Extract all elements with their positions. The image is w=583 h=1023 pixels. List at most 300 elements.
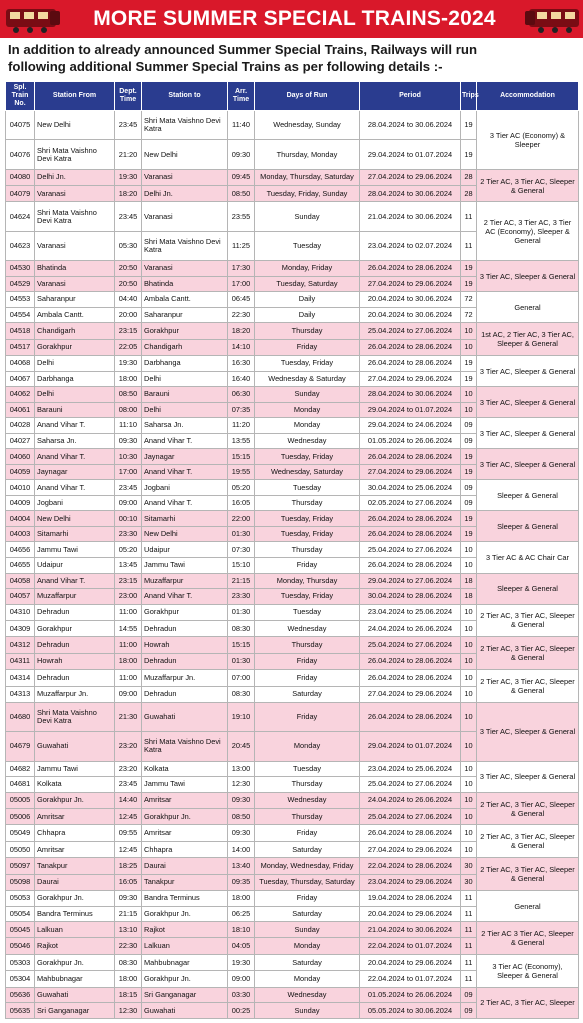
departure-time: 11:00 (115, 637, 142, 653)
train-number: 05050 (6, 841, 35, 857)
station-to: Shri Mata Vaishno Devi Katra (142, 732, 228, 761)
table-row (6, 637, 579, 653)
days-of-run: Wednesday (255, 987, 360, 1003)
station-from: Delhi Jn. (35, 169, 115, 185)
table-row (6, 702, 579, 731)
train-number: 04059 (6, 464, 35, 480)
departure-time: 05:30 (115, 231, 142, 260)
accommodation: 2 Tier AC, 3 Tier AC, Sleeper & General (477, 670, 579, 703)
accommodation: Sleeper & General (477, 480, 579, 511)
trips: 19 (461, 356, 477, 372)
days-of-run: Thursday (255, 495, 360, 511)
days-of-run: Monday (255, 732, 360, 761)
days-of-run: Wednesday (255, 433, 360, 449)
arrival-time: 16:40 (228, 371, 255, 387)
table-row (6, 418, 579, 434)
arrival-time: 17:00 (228, 276, 255, 292)
days-of-run: Tuesday, Friday (255, 356, 360, 372)
station-to: Dehradun (142, 686, 228, 702)
days-of-run: Monday, Thursday, Saturday (255, 169, 360, 185)
days-of-run: Thursday, Monday (255, 140, 360, 169)
period: 26.04.2024 to 28.06.2024 (360, 670, 461, 686)
arrival-time: 22:30 (228, 307, 255, 323)
period: 21.04.2024 to 30.06.2024 (360, 202, 461, 231)
period: 26.04.2024 to 28.06.2024 (360, 557, 461, 573)
station-to: Delhi Jn. (142, 186, 228, 202)
period: 26.04.2024 to 28.06.2024 (360, 825, 461, 841)
train-number: 04060 (6, 449, 35, 465)
departure-time: 09:30 (115, 891, 142, 907)
station-to: Anand Vihar T. (142, 464, 228, 480)
station-to: Tanakpur (142, 874, 228, 890)
arrival-time: 18:20 (228, 323, 255, 339)
departure-time: 18:15 (115, 987, 142, 1003)
station-from: Dehradun (35, 670, 115, 686)
trips: 10 (461, 809, 477, 825)
arrival-time: 09:30 (228, 825, 255, 841)
station-from: Bandra Terminus (35, 906, 115, 922)
train-number: 05304 (6, 971, 35, 987)
station-from: Shri Mata Vaishno Devi Katra (35, 702, 115, 731)
train-number: 04068 (6, 356, 35, 372)
table-body (6, 111, 579, 1019)
period: 26.04.2024 to 28.06.2024 (360, 511, 461, 527)
period: 29.04.2024 to 01.07.2024 (360, 732, 461, 761)
arrival-time: 09:30 (228, 140, 255, 169)
days-of-run: Sunday (255, 922, 360, 938)
station-to: Anand Vihar T. (142, 589, 228, 605)
station-from: Gorakhpur Jn. (35, 792, 115, 808)
station-from: Gorakhpur Jn. (35, 891, 115, 907)
station-from: Tanakpur (35, 858, 115, 874)
departure-time: 14:55 (115, 620, 142, 636)
trains-table (5, 81, 579, 1019)
train-number: 05049 (6, 825, 35, 841)
arrival-time: 07:30 (228, 542, 255, 558)
table-row (6, 573, 579, 589)
period: 20.04.2024 to 29.06.2024 (360, 906, 461, 922)
train-number: 05046 (6, 938, 35, 954)
departure-time: 13:45 (115, 557, 142, 573)
arrival-time: 17:30 (228, 261, 255, 277)
trips: 10 (461, 604, 477, 620)
header-train-no: Spl. Train No. (6, 82, 35, 111)
trips: 11 (461, 971, 477, 987)
days-of-run: Tuesday, Friday (255, 511, 360, 527)
period: 25.04.2024 to 27.06.2024 (360, 323, 461, 339)
station-from: Anand Vihar T. (35, 573, 115, 589)
arrival-time: 06:30 (228, 387, 255, 403)
trips: 11 (461, 231, 477, 260)
accommodation: Sleeper & General (477, 573, 579, 604)
train-number: 04003 (6, 526, 35, 542)
arrival-time: 23:30 (228, 589, 255, 605)
train-number: 04010 (6, 480, 35, 496)
period: 21.04.2024 to 30.06.2024 (360, 922, 461, 938)
station-from: Anand Vihar T. (35, 418, 115, 434)
days-of-run: Tuesday, Friday (255, 526, 360, 542)
period: 20.04.2024 to 29.06.2024 (360, 954, 461, 970)
period: 29.04.2024 to 01.07.2024 (360, 140, 461, 169)
station-to: Jammu Tawi (142, 557, 228, 573)
departure-time: 23:00 (115, 589, 142, 605)
station-to: Bandra Terminus (142, 891, 228, 907)
train-number: 04655 (6, 557, 35, 573)
days-of-run: Tuesday (255, 231, 360, 260)
accommodation: 3 Tier AC (Economy) & Sleeper (477, 111, 579, 170)
days-of-run: Thursday (255, 323, 360, 339)
accommodation: 2 Tier AC, 3 Tier AC, Sleeper & General (477, 604, 579, 637)
trips: 19 (461, 276, 477, 292)
trips: 30 (461, 874, 477, 890)
accommodation: General (477, 292, 579, 323)
departure-time: 16:05 (115, 874, 142, 890)
period: 26.04.2024 to 28.06.2024 (360, 526, 461, 542)
accommodation: 2 Tier AC, 3 Tier AC, Sleeper & General (477, 858, 579, 891)
period: 22.04.2024 to 01.07.2024 (360, 971, 461, 987)
accommodation: 2 Tier AC, 3 Tier AC, Sleeper (477, 987, 579, 1018)
period: 22.04.2024 to 01.07.2024 (360, 938, 461, 954)
trips: 19 (461, 449, 477, 465)
trips: 09 (461, 480, 477, 496)
days-of-run: Monday (255, 402, 360, 418)
accommodation: 3 Tier AC, Sleeper & General (477, 356, 579, 387)
station-to: Lalkuan (142, 938, 228, 954)
station-from: Sitamarhi (35, 526, 115, 542)
train-number: 05054 (6, 906, 35, 922)
days-of-run: Friday (255, 653, 360, 669)
departure-time: 22:05 (115, 339, 142, 355)
trips: 19 (461, 526, 477, 542)
accommodation: 2 Tier AC, 3 Tier AC, Sleeper & General (477, 169, 579, 202)
trips: 30 (461, 858, 477, 874)
trips: 09 (461, 495, 477, 511)
table-row (6, 387, 579, 403)
station-to: Amritsar (142, 825, 228, 841)
station-from: Muzaffarpur Jn. (35, 686, 115, 702)
arrival-time: 13:00 (228, 761, 255, 777)
departure-time: 23:20 (115, 732, 142, 761)
station-to: Anand Vihar T. (142, 495, 228, 511)
arrival-time: 19:30 (228, 954, 255, 970)
station-to: Gorakhpur Jn. (142, 809, 228, 825)
station-to: Saharsa Jn. (142, 418, 228, 434)
station-from: Darbhanga (35, 371, 115, 387)
trips: 10 (461, 732, 477, 761)
station-to: Sri Ganganagar (142, 987, 228, 1003)
trips: 10 (461, 402, 477, 418)
header-period: Period (360, 82, 461, 111)
arrival-time: 15:15 (228, 637, 255, 653)
days-of-run: Friday (255, 339, 360, 355)
station-from: Rajkot (35, 938, 115, 954)
trips: 11 (461, 906, 477, 922)
table-row (6, 292, 579, 308)
period: 26.04.2024 to 28.06.2024 (360, 339, 461, 355)
days-of-run: Saturday (255, 906, 360, 922)
train-number: 04656 (6, 542, 35, 558)
train-number: 04061 (6, 402, 35, 418)
arrival-time: 20:45 (228, 732, 255, 761)
table-row (6, 169, 579, 185)
station-from: Chhapra (35, 825, 115, 841)
station-from: Delhi (35, 356, 115, 372)
departure-time: 08:50 (115, 387, 142, 403)
arrival-time: 03:30 (228, 987, 255, 1003)
departure-time: 18:00 (115, 653, 142, 669)
station-from: Daurai (35, 874, 115, 890)
station-to: Varanasi (142, 202, 228, 231)
table-row (6, 323, 579, 339)
station-from: Delhi (35, 387, 115, 403)
table-row (6, 511, 579, 527)
table-row (6, 670, 579, 686)
departure-time: 21:15 (115, 906, 142, 922)
arrival-time: 01:30 (228, 526, 255, 542)
trips: 10 (461, 339, 477, 355)
period: 29.04.2024 to 01.07.2024 (360, 402, 461, 418)
station-to: Darbhanga (142, 356, 228, 372)
station-from: Gorakhpur (35, 620, 115, 636)
days-of-run: Friday (255, 670, 360, 686)
arrival-time: 14:10 (228, 339, 255, 355)
departure-time: 10:30 (115, 449, 142, 465)
days-of-run: Thursday (255, 542, 360, 558)
period: 19.04.2024 to 28.06.2024 (360, 891, 461, 907)
trips: 10 (461, 620, 477, 636)
header-station-from: Station From (35, 82, 115, 111)
departure-time: 18:25 (115, 858, 142, 874)
arrival-time: 21:15 (228, 573, 255, 589)
trips: 28 (461, 186, 477, 202)
trips: 18 (461, 573, 477, 589)
period: 20.04.2024 to 30.06.2024 (360, 292, 461, 308)
station-from: Jammu Tawi (35, 542, 115, 558)
station-to: Delhi (142, 371, 228, 387)
station-from: Saharsa Jn. (35, 433, 115, 449)
days-of-run: Monday (255, 971, 360, 987)
train-number: 04313 (6, 686, 35, 702)
arrival-time: 00:25 (228, 1003, 255, 1019)
station-from: New Delhi (35, 111, 115, 140)
trips: 11 (461, 954, 477, 970)
train-number: 04067 (6, 371, 35, 387)
train-number: 04057 (6, 589, 35, 605)
train-number: 04554 (6, 307, 35, 323)
period: 25.04.2024 to 27.06.2024 (360, 777, 461, 793)
station-to: Barauni (142, 387, 228, 403)
title-banner (0, 0, 583, 38)
train-number: 04314 (6, 670, 35, 686)
days-of-run: Monday (255, 418, 360, 434)
trips: 11 (461, 938, 477, 954)
header-station-to: Station to (142, 82, 228, 111)
period: 22.04.2024 to 28.06.2024 (360, 858, 461, 874)
table-row (6, 542, 579, 558)
days-of-run: Friday (255, 702, 360, 731)
station-from: Ambala Cantt. (35, 307, 115, 323)
train-number: 05098 (6, 874, 35, 890)
train-number: 04062 (6, 387, 35, 403)
arrival-time: 16:30 (228, 356, 255, 372)
intro-text (0, 38, 583, 78)
arrival-time: 06:45 (228, 292, 255, 308)
days-of-run: Tuesday, Friday (255, 589, 360, 605)
trips: 09 (461, 433, 477, 449)
days-of-run: Saturday (255, 686, 360, 702)
table-row (6, 761, 579, 777)
departure-time: 18:00 (115, 971, 142, 987)
train-number: 04680 (6, 702, 35, 731)
departure-time: 12:30 (115, 1003, 142, 1019)
accommodation: 3 Tier AC, Sleeper & General (477, 418, 579, 449)
departure-time: 23:45 (115, 777, 142, 793)
station-from: Anand Vihar T. (35, 449, 115, 465)
days-of-run: Saturday (255, 954, 360, 970)
train-number: 04009 (6, 495, 35, 511)
station-from: New Delhi (35, 511, 115, 527)
station-to: Anand Vihar T. (142, 433, 228, 449)
days-of-run: Sunday (255, 387, 360, 403)
period: 26.04.2024 to 28.06.2024 (360, 261, 461, 277)
days-of-run: Tuesday, Thursday, Saturday (255, 874, 360, 890)
trips: 10 (461, 637, 477, 653)
departure-time: 08:30 (115, 954, 142, 970)
arrival-time: 07:35 (228, 402, 255, 418)
arrival-time: 08:50 (228, 809, 255, 825)
accommodation: General (477, 891, 579, 922)
period: 28.04.2024 to 30.06.2024 (360, 111, 461, 140)
station-to: Gorakhpur (142, 323, 228, 339)
table-row (6, 858, 579, 874)
train-number: 04079 (6, 186, 35, 202)
departure-time: 08:00 (115, 402, 142, 418)
table-header-row (6, 82, 579, 111)
locomotive-icon (4, 3, 64, 35)
arrival-time: 11:40 (228, 111, 255, 140)
departure-time: 23:15 (115, 323, 142, 339)
station-to: Howrah (142, 637, 228, 653)
departure-time: 11:10 (115, 418, 142, 434)
departure-time: 23:45 (115, 202, 142, 231)
days-of-run: Wednesday (255, 620, 360, 636)
trips: 11 (461, 922, 477, 938)
days-of-run: Thursday (255, 637, 360, 653)
trips: 19 (461, 464, 477, 480)
days-of-run: Wednesday, Saturday (255, 464, 360, 480)
accommodation: 3 Tier AC (Economy), Sleeper & General (477, 954, 579, 987)
trips: 19 (461, 511, 477, 527)
days-of-run: Tuesday, Saturday (255, 276, 360, 292)
arrival-time: 18:00 (228, 891, 255, 907)
station-from: Shri Mata Vaishno Devi Katra (35, 140, 115, 169)
train-number: 04679 (6, 732, 35, 761)
station-from: Shri Mata Vaishno Devi Katra (35, 202, 115, 231)
days-of-run: Monday, Wednesday, Friday (255, 858, 360, 874)
arrival-time: 01:30 (228, 604, 255, 620)
station-to: Gorakhpur Jn. (142, 906, 228, 922)
train-number: 05006 (6, 809, 35, 825)
period: 28.04.2024 to 30.06.2024 (360, 186, 461, 202)
station-from: Varanasi (35, 276, 115, 292)
departure-time: 05:20 (115, 542, 142, 558)
arrival-time: 09:00 (228, 971, 255, 987)
trips: 10 (461, 542, 477, 558)
locomotive-icon (521, 3, 581, 35)
station-to: Shri Mata Vaishno Devi Katra (142, 231, 228, 260)
train-number: 04028 (6, 418, 35, 434)
arrival-time: 22:00 (228, 511, 255, 527)
period: 24.04.2024 to 26.06.2024 (360, 792, 461, 808)
days-of-run: Daily (255, 292, 360, 308)
accommodation: 2 Tier AC, 3 Tier AC, Sleeper & General (477, 792, 579, 825)
accommodation: 3 Tier AC, Sleeper & General (477, 702, 579, 761)
station-from: Gorakhpur Jn. (35, 954, 115, 970)
days-of-run: Monday, Thursday (255, 573, 360, 589)
arrival-time: 19:55 (228, 464, 255, 480)
station-from: Muzaffarpur (35, 589, 115, 605)
trips: 11 (461, 891, 477, 907)
period: 24.04.2024 to 26.06.2024 (360, 620, 461, 636)
train-number: 04624 (6, 202, 35, 231)
train-number: 04080 (6, 169, 35, 185)
days-of-run: Tuesday (255, 604, 360, 620)
arrival-time: 08:50 (228, 186, 255, 202)
train-number: 04518 (6, 323, 35, 339)
departure-time: 12:45 (115, 809, 142, 825)
departure-time: 13:10 (115, 922, 142, 938)
station-from: Varanasi (35, 186, 115, 202)
period: 25.04.2024 to 27.06.2024 (360, 809, 461, 825)
table-row (6, 356, 579, 372)
departure-time: 23:45 (115, 111, 142, 140)
station-to: Muzaffarpur (142, 573, 228, 589)
days-of-run: Tuesday, Friday, Sunday (255, 186, 360, 202)
arrival-time: 14:00 (228, 841, 255, 857)
station-from: Mahbubnagar (35, 971, 115, 987)
station-to: Rajkot (142, 922, 228, 938)
arrival-time: 11:25 (228, 231, 255, 260)
departure-time: 23:30 (115, 526, 142, 542)
intro-line: In addition to already announced Summer Special Trains, Railways will run (8, 42, 478, 57)
departure-time: 18:00 (115, 371, 142, 387)
train-number: 05005 (6, 792, 35, 808)
station-to: New Delhi (142, 140, 228, 169)
period: 25.04.2024 to 27.06.2024 (360, 542, 461, 558)
station-to: Shri Mata Vaishno Devi Katra (142, 111, 228, 140)
station-to: Chhapra (142, 841, 228, 857)
header-days-of-run: Days of Run (255, 82, 360, 111)
intro-line: following additional Summer Special Trains as per following details :- (8, 59, 443, 74)
train-number: 05636 (6, 987, 35, 1003)
train-number: 04058 (6, 573, 35, 589)
station-from: Udaipur (35, 557, 115, 573)
days-of-run: Wednesday (255, 792, 360, 808)
station-to: Ambala Cantt. (142, 292, 228, 308)
departure-time: 09:55 (115, 825, 142, 841)
days-of-run: Monday, Friday (255, 261, 360, 277)
arrival-time: 23:55 (228, 202, 255, 231)
period: 02.05.2024 to 27.06.2024 (360, 495, 461, 511)
departure-time: 22:30 (115, 938, 142, 954)
period: 26.04.2024 to 28.06.2024 (360, 702, 461, 731)
trips: 19 (461, 371, 477, 387)
period: 20.04.2024 to 30.06.2024 (360, 307, 461, 323)
arrival-time: 12:30 (228, 777, 255, 793)
trips: 10 (461, 777, 477, 793)
train-number: 05045 (6, 922, 35, 938)
days-of-run: Wednesday, Sunday (255, 111, 360, 140)
